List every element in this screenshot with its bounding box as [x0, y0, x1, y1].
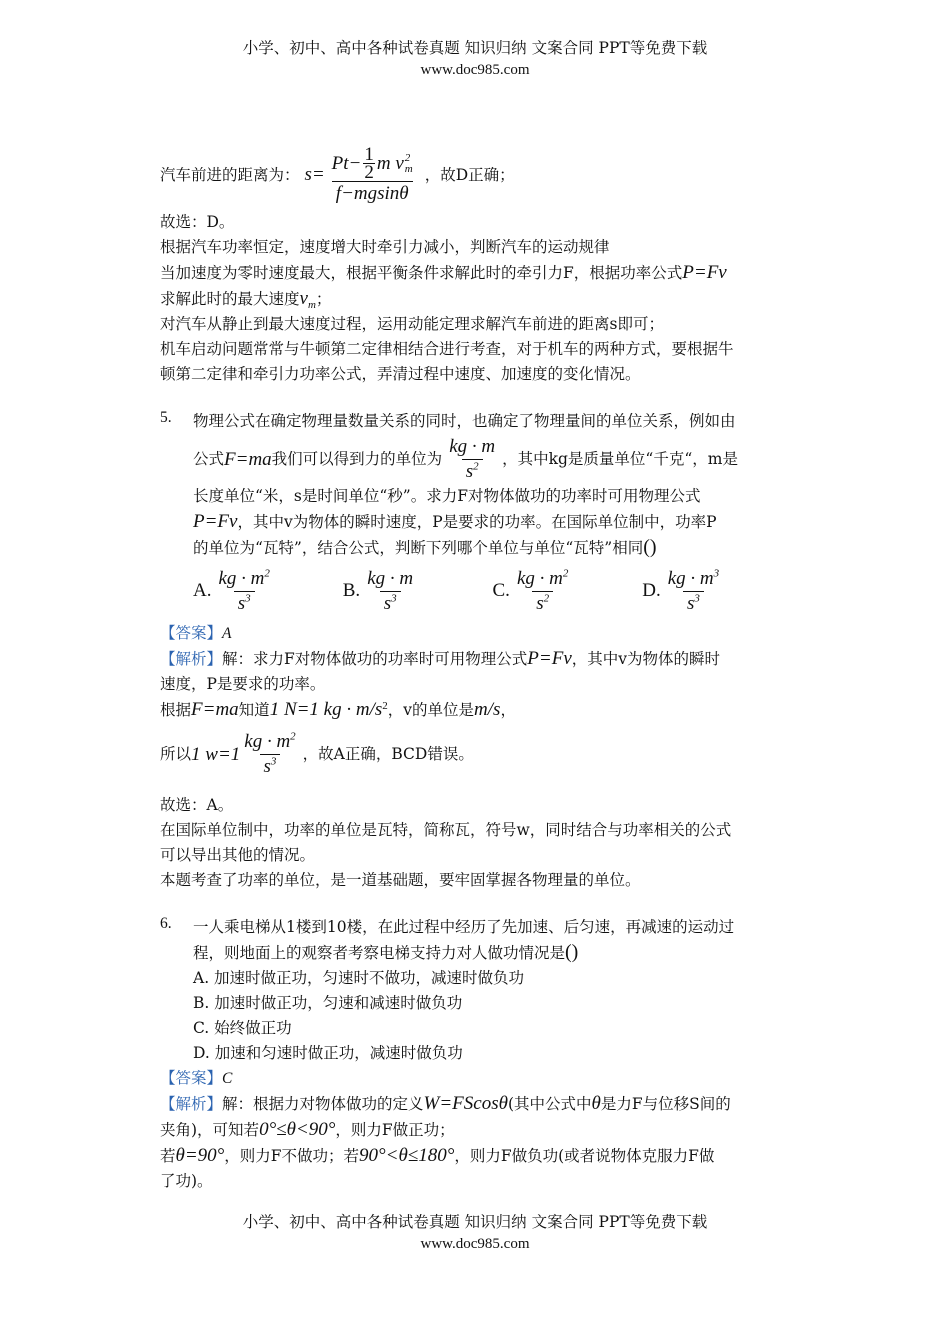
question-number: 5. [160, 409, 172, 426]
header-url: www.doc985.com [420, 62, 530, 78]
prev-choice: 故选：D。 [160, 213, 235, 231]
q6-analysis-2: 夹角)，可知若0°≤θ<90°，则力F做正功； [160, 1119, 455, 1140]
option-c[interactable]: C. 始终做正功 [193, 1019, 292, 1037]
half-fraction: $\frac{1}{2}$ [364, 144, 374, 183]
q5-unit-line: 公式 F=ma 我们可以得到力的单位为 $\frac{kg \cdot m}{s^2}$ ，其中kg是质量单位“千克“，m是 [193, 435, 738, 482]
q6-analysis-3: 若θ=90°，则力F不做功；若90°<θ≤180°，则力F做负功(或者说物体克服力F做 [160, 1145, 715, 1166]
q6-analysis-1: 【解析】解：根据力对物体做功的定义W=FScosθ(其中公式中θ是力F与位移S间的 [160, 1093, 731, 1114]
q5-analysis-3: 根据F=ma知道1 N=1 kg · $m/s^2$，v的单位是m/s， [160, 699, 516, 720]
option-c[interactable]: C. $\frac{kg \cdot m^2}{s^2}$ [492, 567, 569, 614]
option-a[interactable]: A. 加速时做正功，匀速时不做功，减速时做负功 [193, 969, 525, 987]
page-footer [0, 1211, 950, 1255]
footer-url: www.doc985.com [420, 1236, 530, 1252]
watt-fraction: $\frac{kg \cdot m^2}{s^3}$ [244, 730, 296, 777]
prev-analysis-5: 机车启动问题常常与牛顿第二定律相结合进行考查，对于机车的两种方式，要根据牛 [160, 340, 734, 358]
option-a[interactable]: A. $\frac{kg \cdot m^2}{s^3}$ [193, 567, 270, 614]
option-d[interactable]: D. $\frac{kg \cdot m^3}{s^3}$ [642, 567, 720, 614]
question-number: 6. [160, 915, 172, 932]
distance-formula-line: 汽车前进的距离为： s= Pt− $\frac{1}{2}$ m v 2 m f−mgsinθ ，故D正确； [160, 144, 515, 204]
q6-answer: 【答案】C [160, 1069, 233, 1087]
option-d[interactable]: D. 加速和匀速时做正功，减速时做负功 [193, 1044, 463, 1062]
question-5: 5. 物理公式在确定物理量数量关系的同时，也确定了物理量间的单位关系，例如由 公式 F=ma 我们可以得到力的单位为 $\frac{kg \cdot m}{s^2}$ ，其中kg是质量单位“千克“，m是 长度单位“米，s是时间单位“秒”。求力F对物体做功的功率时可用物理公式 P=Fv，其中v为物体的瞬时速度，P是要求的功率。在国际单位制中，功率P 的单位为“瓦特”，结合公式，判断下列哪个单位与单位“瓦特”相同() A. $\frac{kg \cdot m^2}{s^3}$ B. $\frac{kg \cdot m}{s^3}$ C. $\frac{kg \cdot m^2}{s^2}$ D. $\frac{kg \cdot m^3}{s^3}$ [160, 409, 792, 621]
prev-analysis-6: 顿第二定律和牵引力功率公式，弄清过程中速度、加速度的变化情况。 [160, 365, 641, 383]
q5-analysis-1: 【解析】解：求力F对物体做功的功率时可用物理公式P=Fv，其中v为物体的瞬时 [160, 648, 721, 669]
page-header [0, 37, 950, 81]
q5-options [193, 561, 792, 621]
question-6: 6. 一人乘电梯从1楼到10楼，在此过程中经历了先加速、后匀速，再减速的运动过 程，则地面上的观察者考察电梯支持力对人做功情况是() A. 加速时做正功，匀速时不做功，减速时做负功 B. 加速时做正功，匀速和减速时做负功 C. 始终做正功 D. 加速和匀速时做正功，减速时做负功 [160, 915, 792, 1066]
prev-analysis-1: 根据汽车功率恒定，速度增大时牵引力减小，判断汽车的运动规律 [160, 238, 610, 256]
footer-title: 小学、初中、高中各种试卷真题 知识归纳 文案合同 PPT等免费下载 [242, 1213, 708, 1231]
q5-answer: 【答案】A [160, 624, 232, 642]
prev-analysis-4: 对汽车从静止到最大速度过程，运用动能定理求解汽车前进的距离s即可； [160, 315, 664, 333]
prev-analysis-2: 当加速度为零时速度最大，根据平衡条件求解此时的牵引力F，根据功率公式P=Fv [160, 262, 727, 283]
q5-analysis-4: 所以 1 w=1 $\frac{kg \cdot m^2}{s^3}$ ，故A正确，BCD错误。 [160, 730, 474, 777]
option-b[interactable]: B. 加速时做正功，匀速和减速时做负功 [193, 994, 463, 1012]
option-b[interactable]: B. $\frac{kg \cdot m}{s^3}$ [342, 567, 414, 614]
header-title: 小学、初中、高中各种试卷真题 知识归纳 文案合同 PPT等免费下载 [242, 39, 708, 57]
newton-unit-fraction: $\frac{kg \cdot m}{s^2}$ [449, 435, 496, 482]
document-body: 汽车前进的距离为： s= Pt− $\frac{1}{2}$ m v 2 m f−mgsinθ ，故D正确； 故选：D。 根据汽车功率恒定，速度增大时牵引力减小，判断汽车的运动规律 当加速度为零时速度最大，根据平衡条件求解此时的牵引力F，根据功率公式P=Fv 求解此时的最大速度$v_m$； 对汽车从静止到最大速度过程，运用动能定理求解汽车前进的距离s即可； 机车启动问题常常与牛顿第二定律相结合进行考查，对于机车的两种方式，要根据牛 顿第二定律和牵引力功率公式，弄清过程中速度、加速度的变化情况。 5. 物理公式在确定物理量数量关系的同时，也确定了物理量间的单位关系，例如由 公式 F=ma 我们可以得到力的单位为 $\frac{kg \cdot m}{s^2}$ ，其中kg是质量单位“千克“，m是 长度单位“米，s是时间单位“秒”。求力F对物体做功的功率时可用物理公式 P=Fv，其中v为物体的瞬时速度，P是要求的功率。在国际单位制中，功率P 的单位为“瓦特”，结合公式，判断下列哪个单位与单位“瓦特”相同() A. $\frac{kg \cdot m^2}{s^3}$ B. $\frac{kg \cdot m}{s^3}$ C. $\frac{kg \cdot m^2}{s^2}$ D. $\frac{kg \cdot m^3}{s^3}$ 【答案】A 【解析】解：求力F对物体做功的功率时可用物理公式P=Fv，其中v为物体的瞬时 速度，P是要求的功率。 根据F=ma知道1 N=1 kg · $m/s^2$，v的单位是m/s， 所以 1 w=1 $\frac{kg \cdot m^2}{s^3}$ ，故A正确，BCD错误。 故选：A。 在国际单位制中，功率的单位是瓦特，简称瓦，符号w，同时结合与功率相关的公式 可以导出其他的情况。 本题考查了功率的单位，是一道基础题，要牢固掌握各物理量的单位。 6. 一人乘电梯从1楼到10楼，在此过程中经历了先加速、后匀速，再减速的运动过 程，则地面上的观察者考察电梯支持力对人做功情况是() A. 加速时做正功，匀速时不做功，减速时做负功 B. 加速时做正功，匀速和减速时做负功 C. 始终做正功 D. 加速和匀速时做正功，减速时做负功 【答案】C 【解析】解：根据力对物体做功的定义W=FScosθ(其中公式中θ是力F与位移S间的 夹角)，可知若0°≤θ<90°，则力F做正功； 若θ=90°，则力F不做功；若90°<θ≤180°，则力F做负功(或者说物体克服力F做 了功)。 [160, 140, 792, 1194]
prev-analysis-3: 求解此时的最大速度$v_m$； [160, 288, 332, 312]
distance-fraction: Pt− $\frac{1}{2}$ m v 2 m f−mgsinθ [331, 144, 413, 204]
